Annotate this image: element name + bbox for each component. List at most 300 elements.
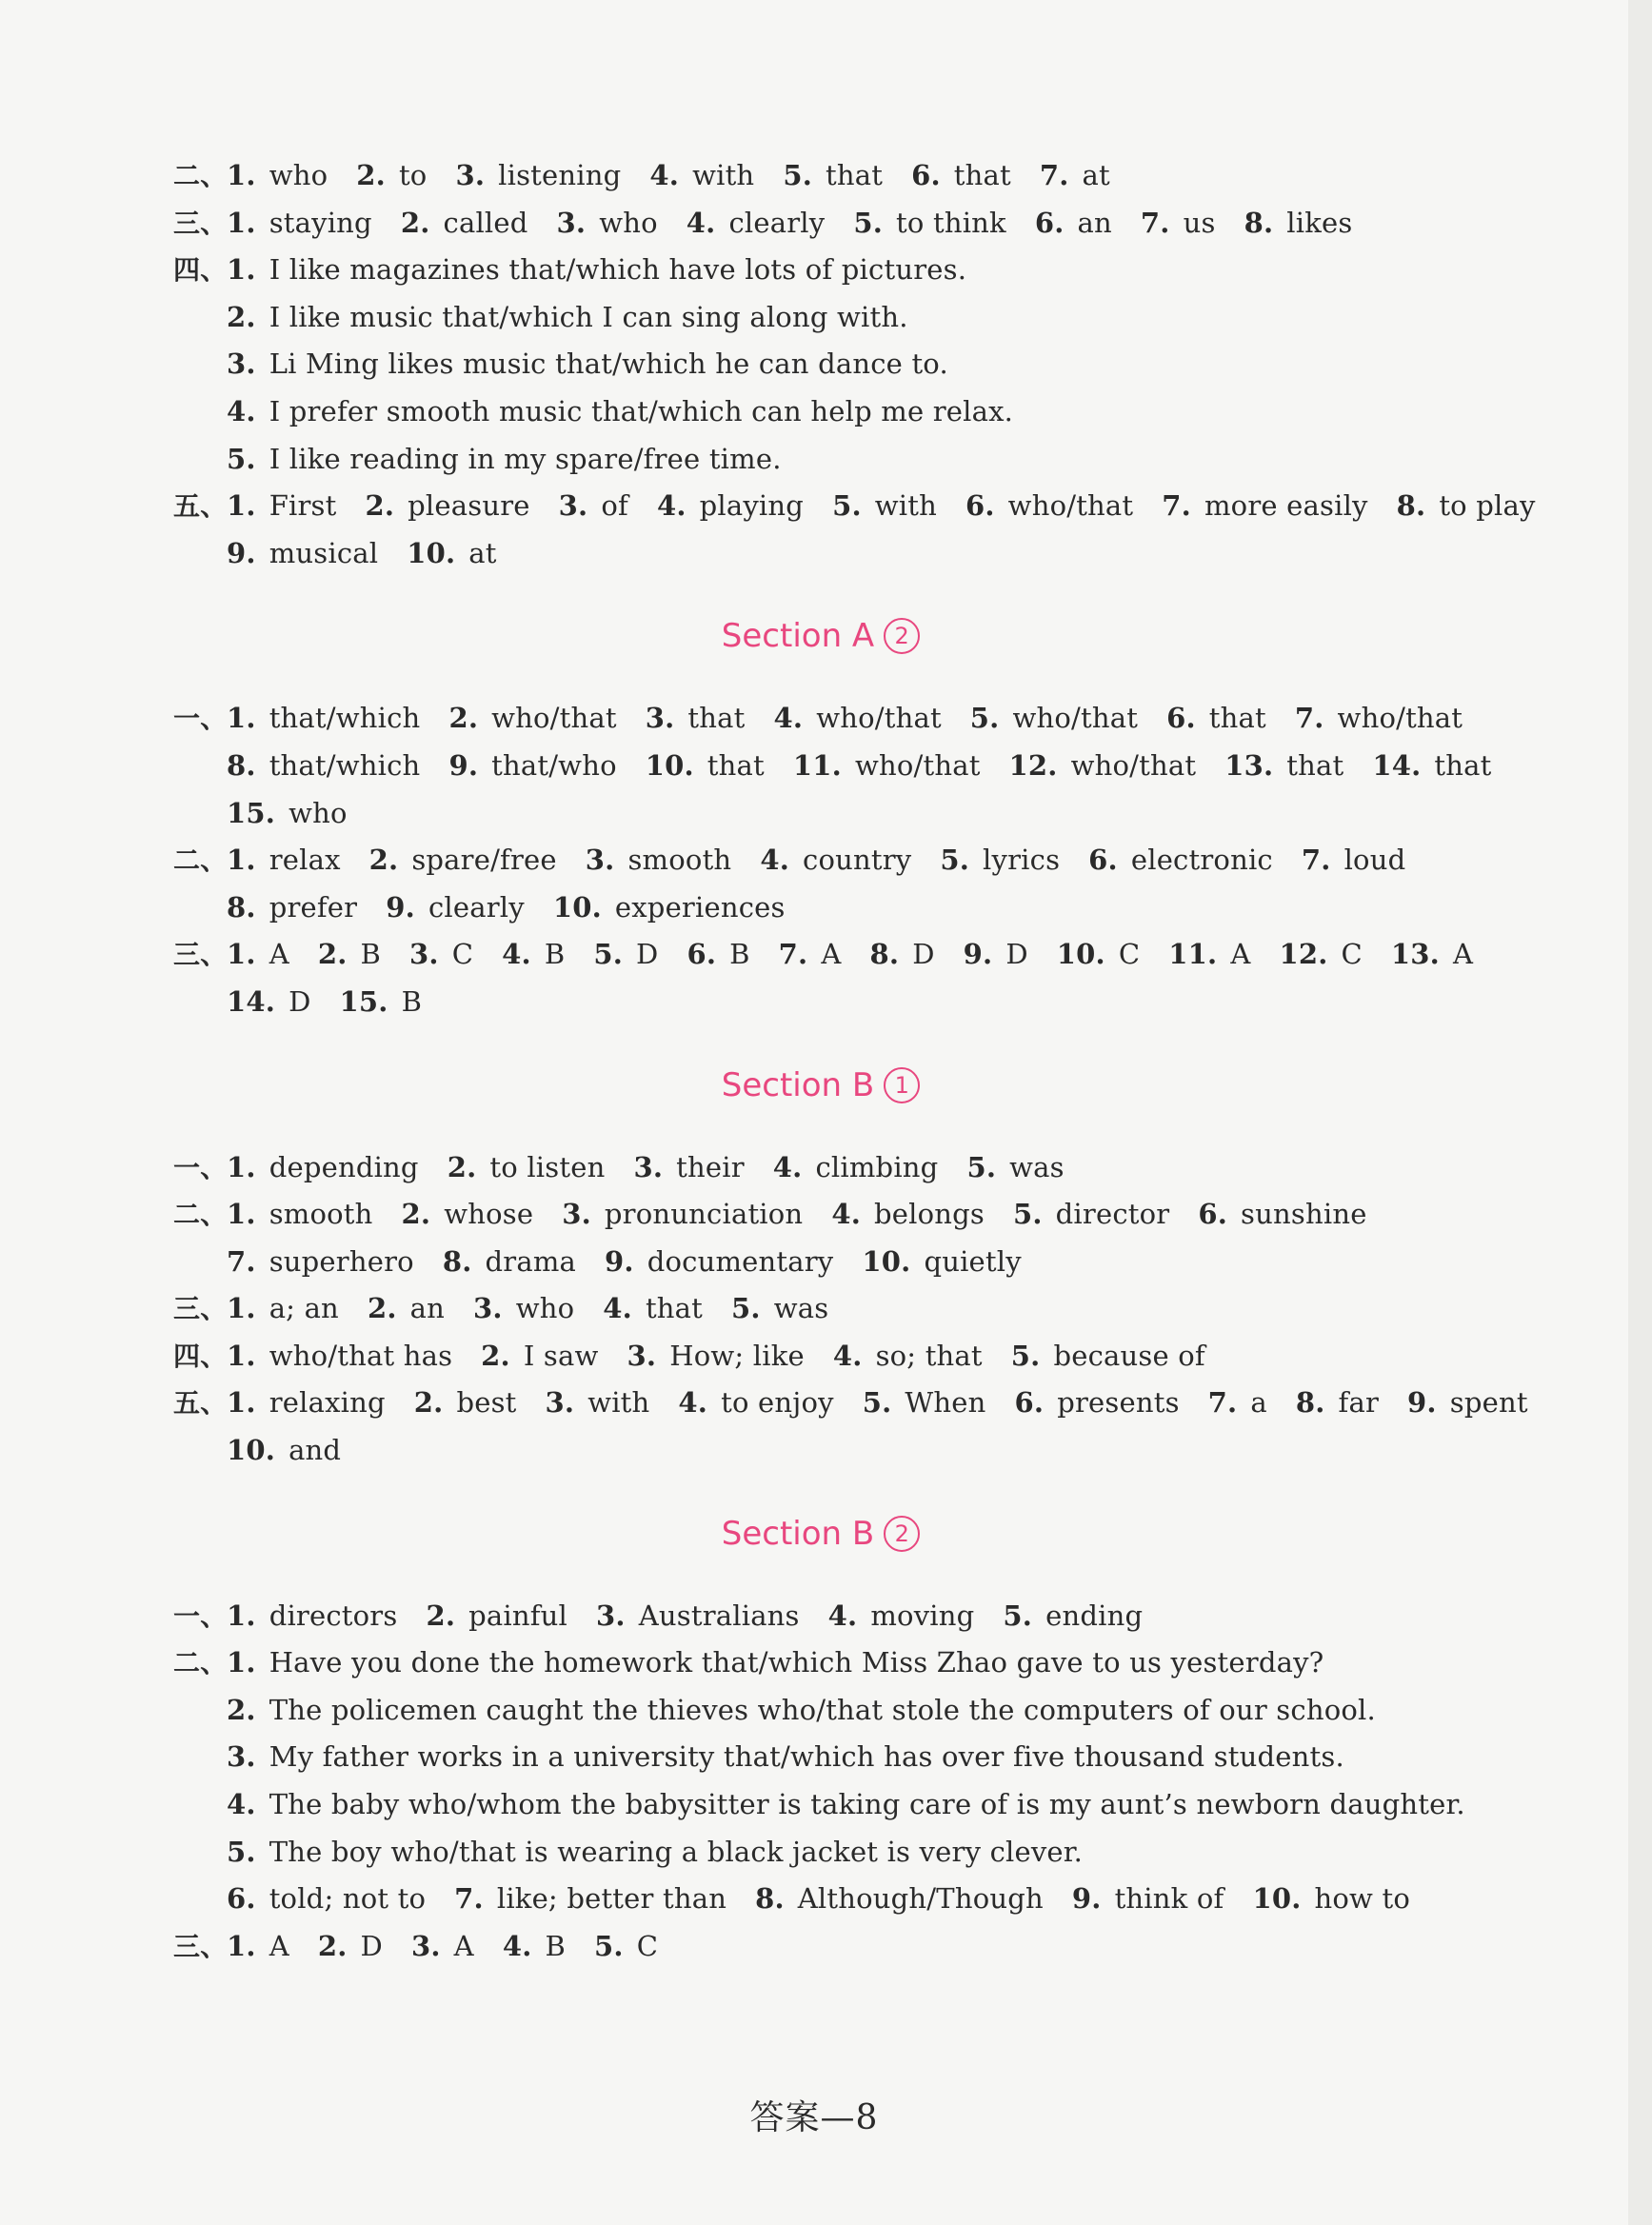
part-label: 五、 — [173, 490, 228, 523]
item-number: 8. — [1396, 489, 1426, 523]
answer-item — [586, 844, 732, 876]
answer-row — [173, 979, 1468, 1026]
answer-item — [365, 489, 529, 522]
item-answer: so; that — [875, 1339, 983, 1372]
item-number: 3. — [227, 1740, 256, 1774]
item-answer: how to — [1314, 1882, 1411, 1916]
answer-item — [687, 938, 749, 970]
answer-item — [760, 844, 911, 876]
answer-item — [1244, 207, 1353, 239]
part-label: 二、 — [173, 160, 228, 191]
item-answer: quietly — [924, 1244, 1022, 1278]
item-number: 3. — [633, 1150, 664, 1183]
answer-item — [473, 1292, 574, 1324]
item-number: 5. — [227, 1835, 256, 1868]
answer-item — [1407, 1386, 1528, 1419]
item-number: 6. — [687, 938, 717, 971]
answer-item — [356, 159, 427, 191]
answer-item — [678, 1386, 833, 1419]
answer-item — [443, 1245, 576, 1278]
answer-item — [318, 938, 381, 970]
answer-item — [227, 1292, 339, 1324]
item-number: 4. — [827, 1599, 858, 1632]
item-number: 4. — [686, 206, 716, 239]
item-number: 9. — [227, 536, 256, 569]
part-label: 三、 — [173, 1930, 228, 1962]
item-answer: When — [905, 1386, 986, 1420]
item-answer: like; better than — [496, 1882, 727, 1916]
item-number: 11. — [792, 748, 842, 782]
item-number: 1. — [227, 844, 256, 877]
item-number: 3. — [410, 1929, 441, 1962]
answer-item — [227, 1646, 1324, 1679]
section-heading — [173, 577, 1468, 695]
item-answer: A — [821, 938, 842, 971]
item-number: 8. — [755, 1882, 785, 1916]
answer-item — [1252, 1882, 1410, 1915]
item-number: 3. — [585, 844, 615, 877]
answer-row — [173, 1639, 1468, 1687]
part-label: 四、 — [173, 1340, 228, 1372]
item-number: 10. — [407, 536, 456, 569]
item-answer: who/that — [491, 702, 617, 735]
answer-item — [1035, 207, 1112, 239]
item-answer: to — [398, 159, 428, 191]
item-number: 3. — [645, 702, 675, 735]
item-answer: smooth — [627, 844, 732, 877]
item-answer: climbing — [815, 1150, 939, 1183]
page-edge — [1628, 0, 1652, 2225]
item-number: 5. — [783, 159, 812, 191]
section-title: Section A — [721, 617, 875, 656]
item-answer: because of — [1053, 1339, 1205, 1372]
answer-item — [481, 1340, 598, 1372]
item-answer: who — [289, 796, 348, 829]
answer-item — [455, 159, 621, 191]
item-answer: who — [599, 206, 658, 239]
item-number: 6. — [1014, 1386, 1045, 1420]
item-number: 1. — [227, 1339, 256, 1372]
item-number: 2. — [365, 489, 395, 523]
answer-item — [227, 1245, 414, 1278]
item-answer: whose — [444, 1198, 534, 1231]
answer-row — [173, 152, 1468, 200]
answer-row — [173, 483, 1536, 530]
answer-item — [409, 938, 473, 970]
item-number: 2. — [401, 1198, 431, 1231]
item-answer: best — [456, 1386, 517, 1420]
item-answer: documentary — [647, 1244, 834, 1278]
item-number: 4. — [773, 702, 804, 735]
item-answer: director — [1055, 1198, 1170, 1231]
item-number: 9. — [386, 890, 415, 924]
answer-item — [411, 1930, 474, 1962]
item-answer: likes — [1286, 206, 1353, 239]
item-answer: Have you done the homework that/which Miss Zhao gave to us yesterday? — [269, 1646, 1324, 1679]
item-answer: I like music that/which I can sing along with. — [269, 300, 908, 333]
item-answer: us — [1183, 206, 1216, 239]
answer-item — [227, 749, 420, 782]
item-answer: I saw — [523, 1339, 599, 1372]
item-number: 8. — [869, 938, 900, 971]
part-label: 二、 — [173, 844, 228, 877]
item-number: 5. — [731, 1292, 761, 1325]
item-answer: who — [515, 1292, 575, 1325]
answer-item — [1302, 844, 1405, 876]
item-answer: who/that — [816, 702, 942, 735]
answer-item — [779, 938, 842, 970]
answer-item — [970, 702, 1138, 734]
item-answer: A — [1230, 938, 1251, 971]
item-number: 11. — [1168, 938, 1218, 971]
item-answer: Li Ming likes music that/which he can dance to. — [269, 348, 948, 381]
item-answer: D — [1005, 938, 1028, 971]
part-label: 三、 — [173, 939, 228, 971]
item-number: 13. — [1224, 748, 1274, 782]
item-number: 3. — [596, 1599, 626, 1632]
answer-item — [1296, 1386, 1379, 1419]
item-answer: drama — [485, 1244, 577, 1278]
answer-item — [833, 1340, 983, 1372]
answer-item — [227, 1930, 289, 1962]
item-number: 5. — [227, 442, 256, 475]
item-answer: D — [636, 938, 659, 971]
item-number: 1. — [227, 938, 256, 971]
section-title: Section B — [721, 1065, 875, 1104]
answer-item — [559, 489, 628, 522]
answer-item — [407, 537, 496, 569]
item-number: 8. — [442, 1244, 472, 1278]
item-number: 10. — [645, 748, 694, 782]
item-number: 5. — [940, 844, 970, 877]
answer-item — [401, 207, 528, 239]
item-answer: sunshine — [1241, 1198, 1367, 1231]
item-answer: I prefer smooth music that/which can help me relax. — [269, 394, 1014, 427]
answer-row — [173, 1593, 1468, 1640]
answer-item — [227, 891, 357, 924]
answer-row — [173, 1285, 1468, 1333]
answer-item — [1372, 749, 1491, 782]
item-answer: B — [544, 938, 566, 971]
item-number: 10. — [1056, 938, 1105, 971]
item-answer: The policemen caught the thieves who/that stole the computers of our school. — [269, 1693, 1376, 1726]
item-answer: playing — [699, 489, 805, 523]
answer-item — [227, 1340, 452, 1372]
item-number: 5. — [969, 702, 1000, 735]
item-number: 9. — [1407, 1386, 1437, 1420]
item-number: 5. — [593, 938, 624, 971]
item-answer: their — [676, 1150, 745, 1183]
answer-item — [1279, 938, 1362, 970]
answer-item — [402, 1198, 534, 1230]
answer-item — [646, 749, 765, 782]
answer-row — [173, 200, 1468, 248]
answer-item — [227, 253, 966, 286]
answer-item — [386, 891, 525, 924]
item-number: 2. — [317, 938, 348, 971]
item-answer: B — [729, 938, 750, 971]
answer-item — [627, 1340, 805, 1372]
item-number: 4. — [772, 1150, 803, 1183]
answer-item — [227, 985, 311, 1018]
answer-item — [227, 395, 1013, 427]
item-answer: that — [1434, 748, 1492, 782]
item-answer: loud — [1343, 844, 1406, 877]
answer-item — [853, 207, 1005, 239]
answer-item — [557, 207, 658, 239]
item-answer: listening — [498, 159, 622, 191]
item-answer: C — [636, 1929, 659, 1962]
answer-row — [173, 388, 1468, 436]
item-number: 1. — [227, 702, 256, 735]
item-number: 1. — [227, 206, 256, 239]
item-answer: was — [1009, 1150, 1065, 1183]
item-answer: with — [692, 159, 755, 191]
item-number: 2. — [481, 1339, 510, 1372]
item-answer: C — [1341, 938, 1363, 971]
item-answer: C — [1118, 938, 1141, 971]
answer-row — [173, 1923, 1468, 1971]
item-number: 4. — [649, 159, 680, 191]
item-answer: I like reading in my spare/free time. — [269, 442, 782, 475]
item-answer: presents — [1057, 1386, 1180, 1420]
answer-item — [1040, 159, 1110, 191]
item-answer: and — [289, 1434, 342, 1467]
answer-item — [966, 1151, 1064, 1183]
answer-row — [173, 790, 1468, 838]
answer-item — [502, 938, 565, 970]
item-answer: relax — [269, 844, 341, 877]
item-answer: relaxing — [269, 1386, 386, 1420]
item-number: 1. — [227, 1292, 256, 1325]
answer-item — [414, 1386, 517, 1419]
item-answer: A — [269, 938, 289, 971]
item-number: 6. — [911, 159, 941, 191]
answer-row — [173, 1734, 1468, 1781]
answer-item — [368, 1292, 445, 1324]
answer-item — [773, 1151, 939, 1183]
item-number: 6. — [1166, 702, 1196, 735]
item-answer: to enjoy — [721, 1386, 834, 1420]
item-answer: musical — [269, 536, 379, 569]
part-label: 五、 — [173, 1387, 228, 1420]
item-answer: How; like — [669, 1339, 805, 1372]
page-footer: 答案—8 — [749, 2098, 879, 2137]
item-number: 3. — [455, 159, 486, 191]
item-number: 3. — [227, 348, 256, 381]
item-answer: that — [687, 702, 746, 735]
item-number: 1. — [227, 1599, 256, 1632]
item-number: 8. — [1295, 1386, 1325, 1420]
item-answer: directors — [269, 1599, 398, 1632]
answer-item — [553, 891, 786, 924]
answer-item — [965, 489, 1133, 522]
item-answer: C — [451, 938, 474, 971]
item-answer: who/that — [1337, 702, 1463, 735]
answer-item — [227, 443, 782, 475]
item-number: 2. — [448, 702, 479, 735]
item-number: 1. — [227, 1646, 256, 1679]
answer-item — [562, 1198, 803, 1230]
answer-item — [227, 1599, 397, 1632]
answer-item — [340, 985, 423, 1018]
answer-item — [1009, 749, 1197, 782]
item-answer: who/that — [1007, 489, 1134, 523]
item-number: 5. — [862, 1386, 892, 1420]
answer-item — [1208, 1386, 1267, 1419]
answer-item — [227, 348, 948, 380]
item-number: 14. — [1372, 748, 1422, 782]
answer-item — [1198, 1198, 1366, 1230]
item-number: 13. — [1390, 938, 1440, 971]
part-label: 四、 — [173, 254, 228, 287]
answer-item — [1015, 1386, 1180, 1419]
answer-row — [173, 1144, 1468, 1192]
item-number: 12. — [1008, 748, 1058, 782]
answer-item — [832, 489, 937, 522]
item-number: 2. — [368, 844, 399, 877]
answer-item — [1013, 1198, 1169, 1230]
item-number: 3. — [473, 1292, 503, 1325]
item-answer: ending — [1045, 1599, 1144, 1632]
answer-item — [227, 1788, 1465, 1820]
item-answer: that — [953, 159, 1011, 191]
answer-row — [173, 1829, 1468, 1877]
answer-item — [940, 844, 1060, 876]
item-number: 7. — [1207, 1386, 1238, 1420]
item-number: 2. — [367, 1292, 397, 1325]
answer-item — [1162, 489, 1367, 522]
item-answer: at — [1082, 159, 1110, 191]
item-number: 4. — [502, 938, 531, 971]
item-answer: that — [1286, 748, 1344, 782]
answer-item — [649, 159, 754, 191]
answer-item — [1168, 938, 1250, 970]
item-answer: told; not to — [269, 1882, 427, 1916]
item-number: 1. — [227, 159, 256, 191]
item-answer: clearly — [428, 890, 525, 924]
item-number: 1. — [227, 1929, 256, 1962]
answer-item — [1391, 938, 1473, 970]
item-number: 2. — [413, 1386, 444, 1420]
item-answer: far — [1338, 1386, 1380, 1420]
section-title: Section B — [721, 1514, 875, 1553]
item-answer: spare/free — [411, 844, 557, 877]
answer-item — [774, 702, 942, 734]
item-number: 7. — [227, 1244, 256, 1278]
item-number: 9. — [605, 1244, 634, 1278]
answer-item — [454, 1882, 726, 1915]
part-label: 三、 — [173, 1293, 228, 1325]
answer-item — [227, 1694, 1376, 1726]
item-number: 2. — [356, 159, 386, 191]
answer-item — [448, 702, 616, 734]
item-number: 14. — [227, 984, 276, 1018]
answer-item — [783, 159, 883, 191]
answer-row — [173, 530, 1468, 578]
item-answer: B — [360, 938, 382, 971]
item-answer: electronic — [1130, 844, 1273, 877]
item-number: 2. — [317, 1929, 348, 1962]
item-answer: D — [912, 938, 935, 971]
item-number: 15. — [227, 796, 276, 829]
answer-item — [870, 938, 935, 970]
item-number: 7. — [1039, 159, 1069, 191]
item-answer: who/that — [1012, 702, 1139, 735]
answer-item — [426, 1599, 567, 1632]
answer-content — [173, 152, 1536, 1970]
item-answer: spent — [1449, 1386, 1528, 1420]
item-answer: A — [453, 1929, 474, 1962]
item-number: 3. — [409, 938, 439, 971]
item-number: 8. — [1244, 206, 1274, 239]
item-answer: B — [401, 984, 423, 1018]
item-number: 4. — [227, 394, 256, 427]
item-number: 15. — [339, 984, 388, 1018]
answer-item — [1003, 1599, 1143, 1632]
answer-item — [594, 1930, 658, 1962]
item-number: 4. — [227, 1788, 256, 1821]
answer-item — [633, 1151, 744, 1183]
answer-item — [1141, 207, 1216, 239]
item-number: 4. — [678, 1386, 708, 1420]
part-label: 三、 — [173, 207, 228, 239]
item-answer: D — [360, 1929, 383, 1962]
item-number: 5. — [966, 1150, 997, 1183]
answer-row — [173, 294, 1468, 342]
answer-row — [173, 1333, 1468, 1381]
section-number-circle: 2 — [884, 1516, 920, 1552]
answer-row — [173, 1239, 1468, 1286]
answer-item — [596, 1599, 800, 1632]
answer-row — [173, 695, 1468, 743]
item-number: 6. — [1198, 1198, 1228, 1231]
answer-item — [731, 1292, 828, 1324]
answer-row — [173, 341, 1468, 388]
answer-item — [911, 159, 1011, 191]
answer-item — [1057, 938, 1140, 970]
item-number: 3. — [562, 1198, 591, 1231]
item-number: 10. — [227, 1434, 276, 1467]
item-number: 5. — [1003, 1599, 1033, 1632]
item-number: 4. — [832, 1339, 863, 1372]
answer-item — [227, 489, 336, 522]
item-answer: that/which — [269, 748, 421, 782]
item-answer: to think — [896, 206, 1006, 239]
answer-item — [227, 537, 378, 569]
item-number: 10. — [862, 1244, 911, 1278]
item-number: 9. — [448, 748, 479, 782]
item-answer: The boy who/that is wearing a black jacket is very clever. — [269, 1835, 1084, 1868]
item-answer: of — [601, 489, 628, 523]
answer-row — [173, 884, 1468, 932]
answer-item — [646, 702, 746, 734]
item-number: 6. — [965, 489, 995, 523]
part-label: 二、 — [173, 1199, 228, 1231]
item-number: 3. — [545, 1386, 575, 1420]
item-number: 5. — [1010, 1339, 1041, 1372]
item-answer: belongs — [874, 1198, 985, 1231]
answer-item — [227, 1434, 341, 1466]
answer-item — [1224, 749, 1343, 782]
item-number: 10. — [1252, 1882, 1302, 1916]
item-number: 9. — [963, 938, 993, 971]
item-number: 2. — [227, 300, 256, 333]
item-answer: staying — [269, 206, 372, 239]
answer-item — [227, 1151, 419, 1183]
item-number: 1. — [227, 489, 256, 523]
answer-item — [863, 1386, 986, 1419]
